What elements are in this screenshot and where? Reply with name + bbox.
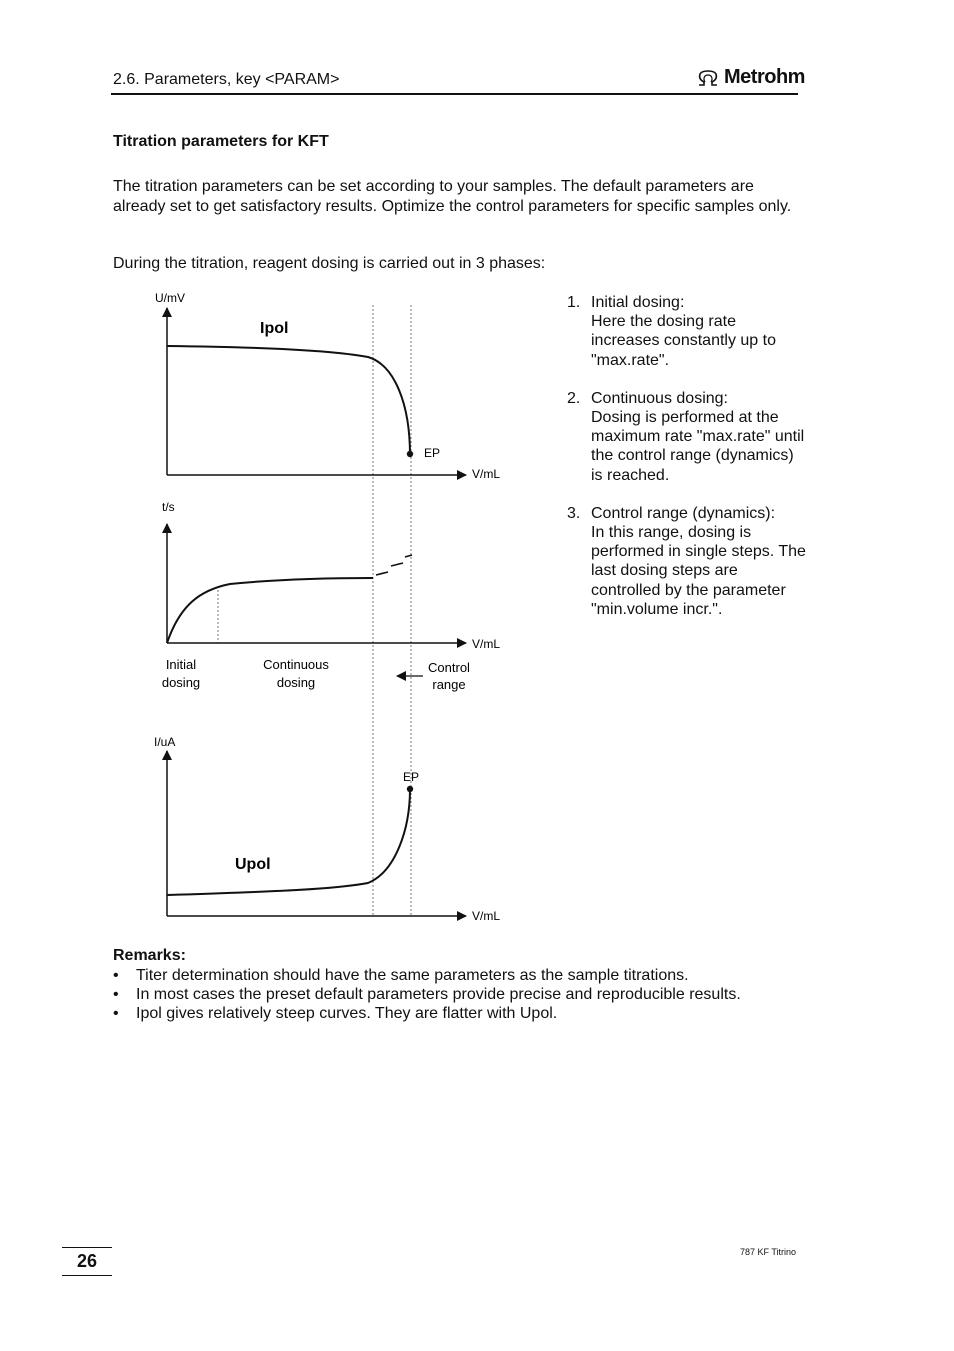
- list-item-text: In this range, dosing is performed in single steps. The last dosing steps are controlled by the parameter "min.volume incr.".: [591, 524, 806, 618]
- list-number: 2.: [567, 389, 581, 407]
- page-number-rule-bottom: [62, 1275, 112, 1276]
- phase-label-continuous-line2: dosing: [276, 675, 316, 690]
- bottom-endpoint-marker: [407, 786, 413, 792]
- control-step-1: [376, 572, 388, 575]
- dosing-time-curve: [167, 578, 373, 643]
- footer-product-name: 787 KF Titrino: [739, 1247, 796, 1257]
- bottom-x-label: V/mL: [472, 909, 501, 923]
- phases-intro: During the titration, reagent dosing is carried out in 3 phases:: [113, 255, 546, 272]
- list-number: 3.: [567, 504, 581, 522]
- phase-label-initial-line2: dosing: [161, 675, 201, 690]
- ipol-label: Ipol: [260, 320, 289, 337]
- phase-label-control-line1: Control: [428, 660, 470, 675]
- page-number: 26: [76, 1251, 98, 1271]
- remark-text: Titer determination should have the same parameters as the sample titrations.: [136, 967, 689, 984]
- upol-label: Upol: [235, 856, 271, 873]
- bullet: •: [113, 1005, 119, 1023]
- phase-label-initial-line1: Initial: [165, 657, 197, 672]
- remark-text: Ipol gives relatively steep curves. They are flatter with Upol.: [136, 1005, 558, 1023]
- top-ep-label: EP: [424, 446, 441, 460]
- list-item-title: Initial dosing:: [591, 294, 685, 311]
- remark-text: In most cases the preset default parameters provide precise and reproducible results.: [136, 986, 741, 1004]
- upol-curve: [167, 789, 410, 895]
- control-step-2: [391, 563, 403, 566]
- logo-text: Metrohm: [724, 66, 805, 88]
- middle-y-label: t/s: [162, 500, 175, 514]
- control-step-3: [405, 555, 412, 557]
- list-item-text: Here the dosing rate increases constantly up to "max.rate".: [591, 313, 776, 369]
- remarks-title: Remarks:: [113, 947, 186, 964]
- header-title: 2.6. Parameters, key <PARAM>: [113, 71, 340, 88]
- phase-label-continuous-line1: Continuous: [263, 657, 329, 672]
- intro-paragraph: The titration parameters can be set according to your samples. The default parameters are already set to get satisfactory results. Optimize the control parameters for specific samples only.: [113, 178, 792, 215]
- ipol-curve: [167, 346, 410, 455]
- section-title: Titration parameters for KFT: [113, 133, 329, 150]
- list-item-title: Continuous dosing:: [591, 389, 728, 407]
- list-item: [113, 985, 813, 1004]
- bottom-y-label: I/uA: [154, 735, 176, 749]
- remarks-list: [113, 966, 813, 1024]
- bottom-ep-label: EP: [403, 770, 420, 784]
- middle-x-label: V/mL: [472, 637, 501, 651]
- bullet: •: [113, 967, 119, 984]
- top-x-label: V/mL: [472, 467, 501, 481]
- list-number: 1.: [567, 294, 581, 311]
- bullet: •: [113, 986, 119, 1004]
- top-y-label: U/mV: [155, 291, 185, 305]
- list-item-title: Control range (dynamics):: [591, 504, 776, 522]
- list-item-text: Dosing is performed at the maximum rate "max.rate" until the control range (dynamics) is reached.: [591, 409, 805, 484]
- list-item: [113, 966, 813, 985]
- phase-label-control-line2: range: [432, 677, 466, 692]
- page-number-rule-top: [62, 1247, 112, 1248]
- list-item: [113, 1004, 813, 1023]
- top-endpoint-marker: [407, 451, 413, 457]
